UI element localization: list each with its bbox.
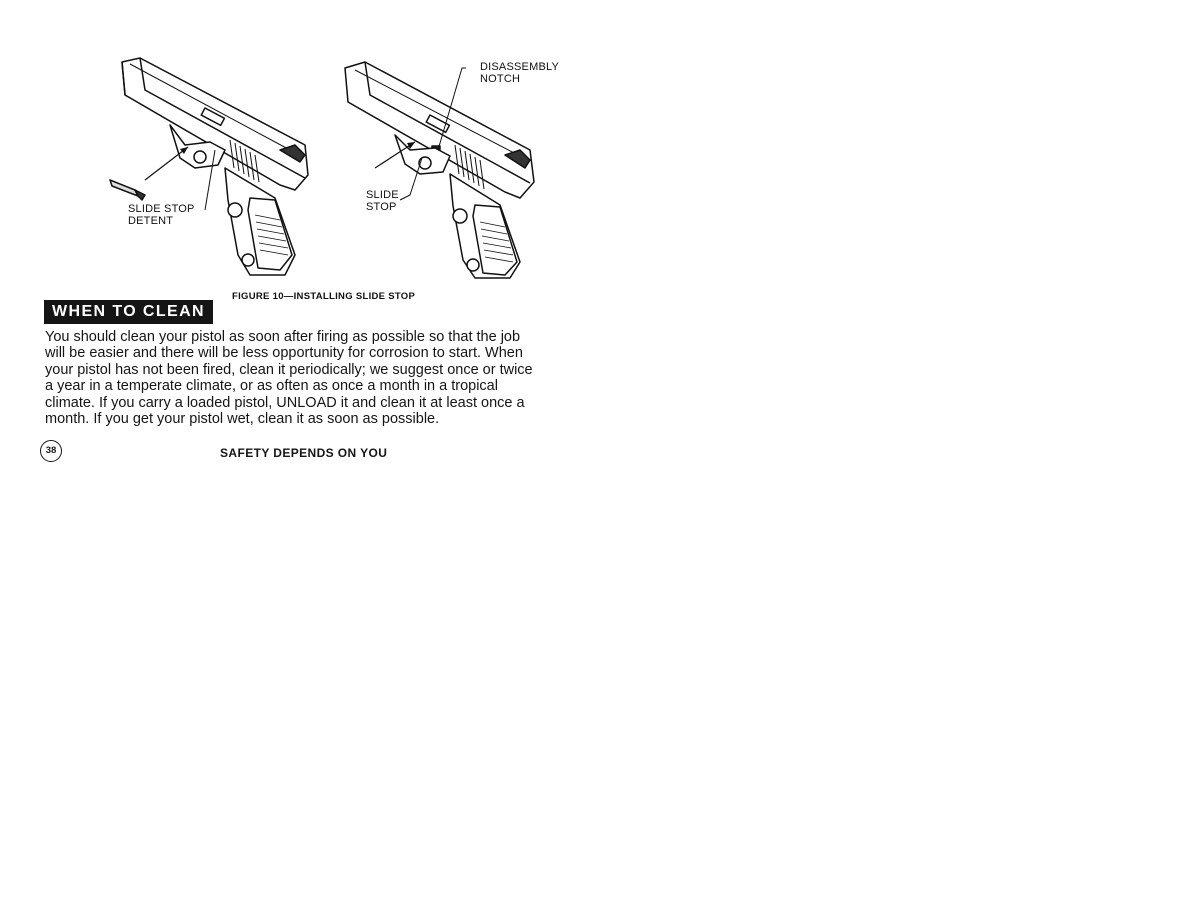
callout-disassembly-notch-line-2: NOTCH (480, 73, 521, 85)
body-line: month. If you get your pistol wet, clean it as soon as possible. (45, 411, 440, 428)
section-body (45, 329, 590, 427)
callout-slide-stop (366, 189, 399, 213)
footer-text: SAFETY DEPENDS ON YOU (220, 446, 388, 460)
callout-slide-stop-line-2: STOP (366, 201, 397, 213)
callout-slide-stop-detent (128, 203, 195, 227)
figure-caption: FIGURE 10—INSTALLING SLIDE STOP (232, 291, 416, 302)
callout-slide-stop-line-1: SLIDE (366, 189, 399, 201)
section-heading: WHEN TO CLEAN (44, 300, 213, 324)
callout-slide-stop-detent-line-1: SLIDE STOP (128, 203, 195, 215)
callout-disassembly-notch (480, 61, 559, 85)
figure-10 (100, 50, 580, 290)
body-line: will be easier and there will be less opportunity for corrosion to start. When (45, 345, 523, 362)
pistol-left-illustration (110, 58, 308, 275)
callout-disassembly-notch-line-1: DISASSEMBLY (480, 61, 560, 73)
pistol-illustrations (100, 50, 580, 290)
page-number: 38 (40, 440, 62, 462)
body-line: You should clean your pistol as soon after firing as possible so that the job (45, 329, 521, 345)
pistol-right-illustration (345, 62, 534, 278)
callout-slide-stop-detent-line-2: DETENT (128, 215, 174, 227)
body-line: a year in a temperate climate, or as often as once a month in a tropical (45, 378, 498, 395)
body-line: your pistol has not been fired, clean it periodically; we suggest once or twice (45, 361, 533, 378)
body-line: climate. If you carry a loaded pistol, UNLOAD it and clean it at least once a (45, 394, 525, 411)
